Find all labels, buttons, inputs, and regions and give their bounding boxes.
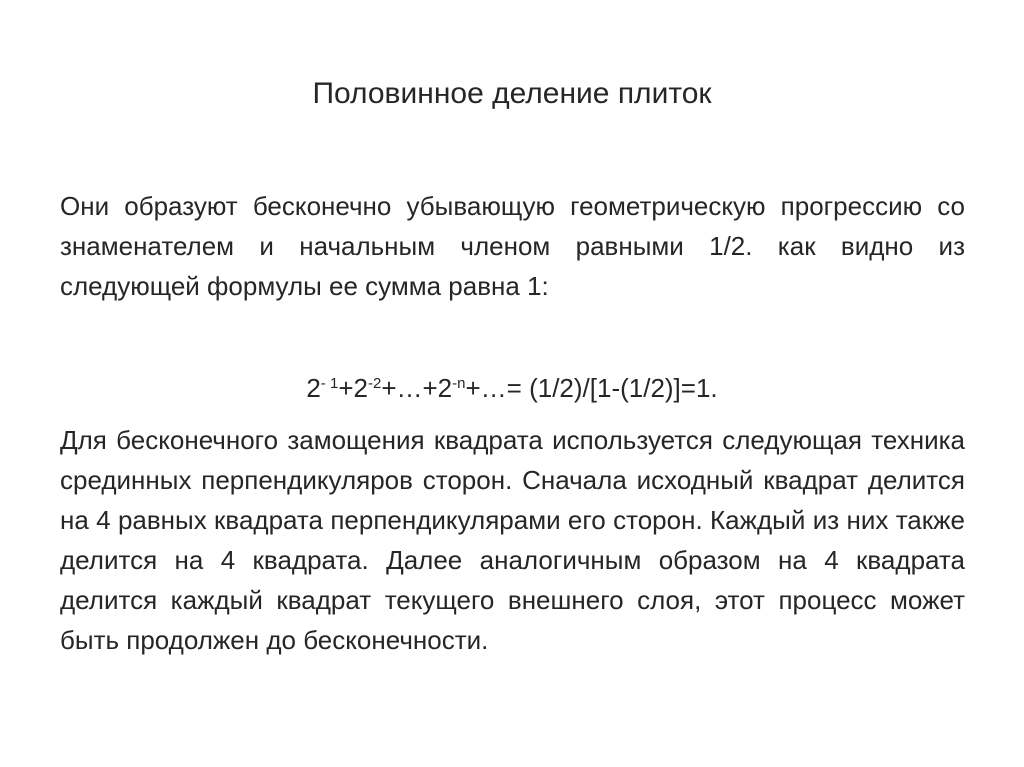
formula-term-3-exponent: -n: [452, 375, 466, 392]
formula-term-1-exponent: - 1: [320, 375, 339, 392]
formula-term-3-base: +…+2: [381, 373, 453, 403]
formula: [0, 368, 1024, 408]
formula-term-2-exponent: -2: [367, 375, 382, 392]
formula-result: +…= (1/2)/[1-(1/2)]=1.: [465, 373, 718, 403]
paragraph-intro: Они образуют бесконечно убывающую геометрическую прогрессию со знаменателем и начальным членом равными 1/2. как видно из следующей формулы ее сумма равна 1:: [60, 191, 965, 301]
formula-term-1-base: 2: [306, 373, 321, 403]
slide-title: Половинное деление плиток: [312, 77, 712, 110]
paragraph-tiling: Для бесконечного замощения квадрата используется следующая техника срединных перпендикуляров сторон. Сначала исходный квадрат делится на 4 равных квадрата перпендикулярами его сторон. Каждый из них также делится на 4 квадрата. Далее аналогичным образом на 4 квадрата делится каждый квадрат текущего внешнего слоя, этот процесс может быть продолжен до бесконечности.: [60, 425, 965, 655]
formula-term-2-base: +2: [338, 373, 368, 403]
